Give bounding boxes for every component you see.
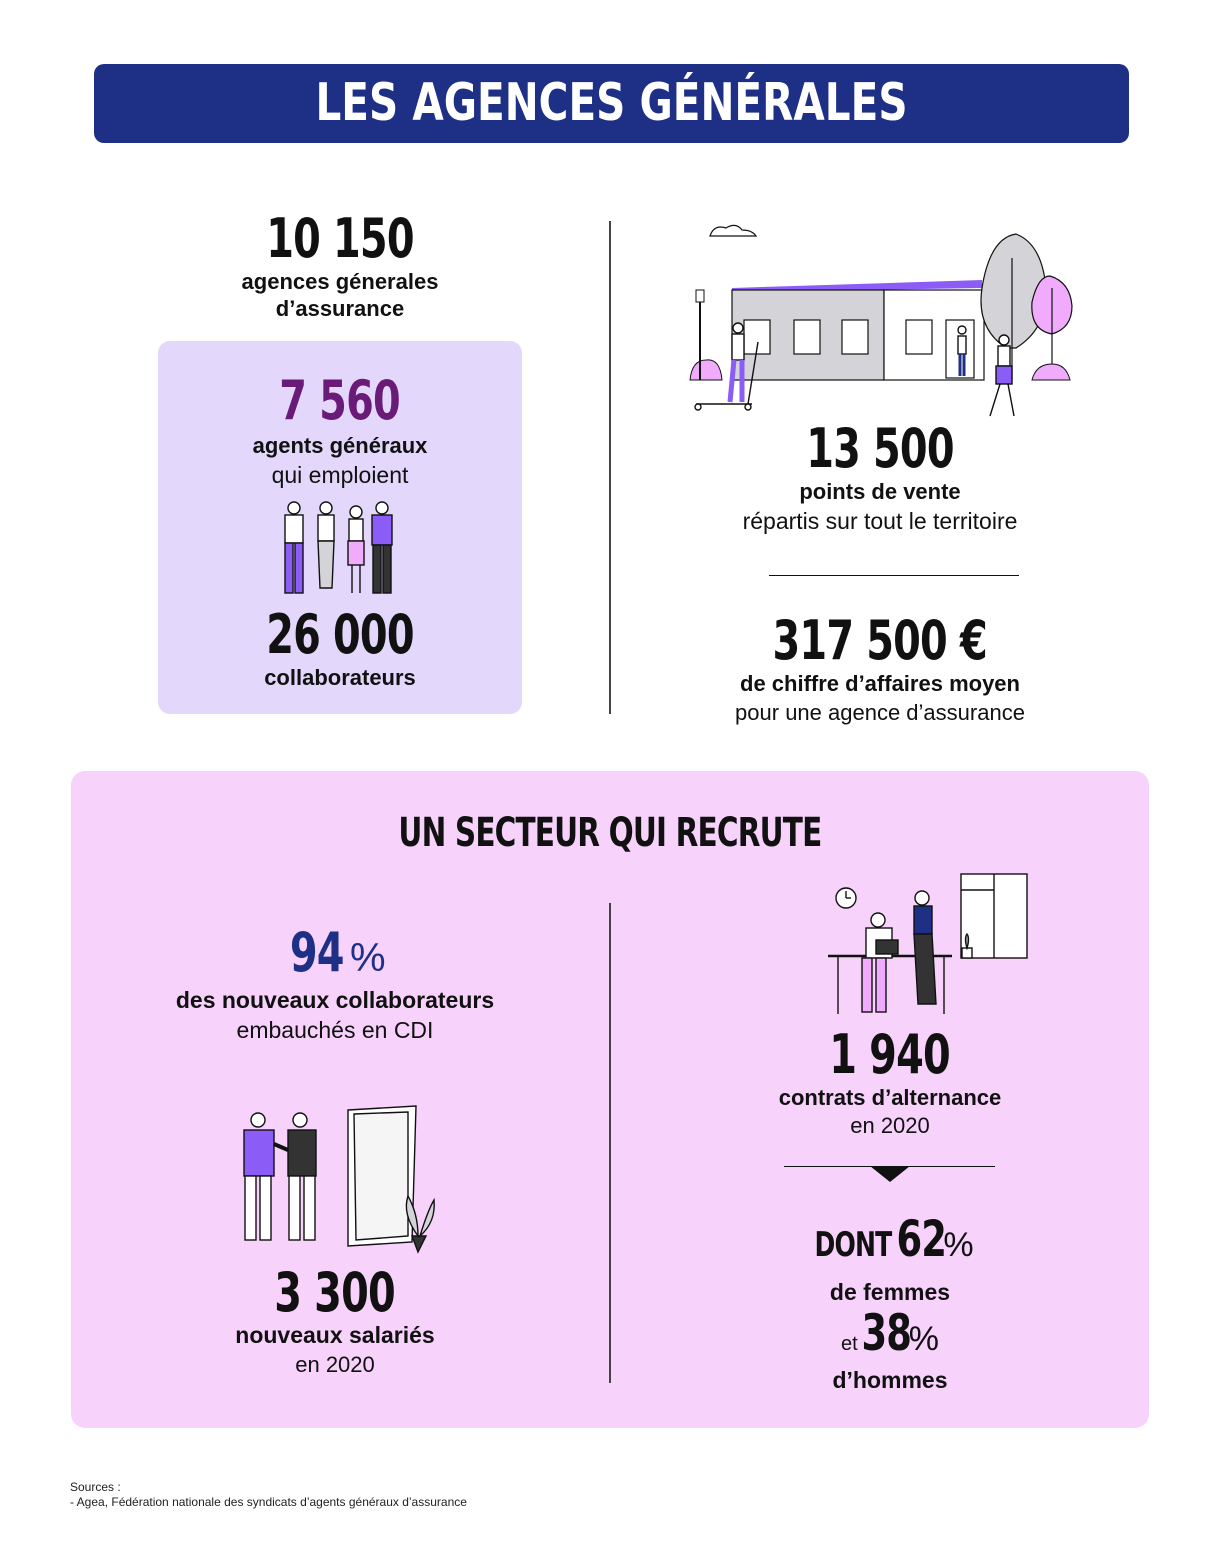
stat-agents [158, 369, 522, 490]
stat-hires [160, 1261, 510, 1379]
stat-points [680, 417, 1080, 536]
men-value: 38 [861, 1304, 912, 1362]
sources [70, 1480, 467, 1510]
revenue-value: 317 500 € [772, 609, 988, 672]
women-prefix: DONT [814, 1225, 892, 1265]
hires-line2: en 2020 [295, 1352, 375, 1377]
sources-line1: - Agea, Fédération nationale des syndicats d’agents généraux d’assurance [70, 1495, 467, 1509]
hires-value: 3 300 [274, 1261, 396, 1324]
men-prefix: et [841, 1333, 858, 1355]
title-banner [94, 64, 1129, 212]
alternance-line1: contrats d’alternance [778, 1085, 1002, 1110]
divider-right-top [769, 575, 1019, 576]
stat-agencies [190, 207, 490, 322]
stat-alternance [690, 1023, 1090, 1140]
sources-label: Sources : [70, 1480, 121, 1494]
recruit-title-wrap [71, 808, 1149, 858]
agency-building-illustration [686, 218, 1076, 418]
alternance-value: 1 940 [829, 1023, 951, 1086]
cdi-line2: embauchés en CDI [236, 1017, 434, 1043]
cdi-line1: des nouveaux collaborateurs [175, 987, 495, 1013]
women-unit: % [943, 1226, 974, 1264]
recruit-title: UN SECTEUR QUI RECRUTE [398, 810, 822, 856]
alternance-line2: en 2020 [850, 1113, 930, 1138]
collaborators-line1: collaborateurs [264, 665, 416, 690]
agents-line2: qui emploient [271, 462, 409, 488]
points-value: 13 500 [806, 417, 954, 480]
men-line: d’hommes [832, 1367, 948, 1393]
revenue-line1: de chiffre d’affaires moyen [740, 671, 1020, 696]
women-line: de femmes [829, 1279, 951, 1305]
agencies-line1: agences génerales [241, 269, 439, 294]
points-line1: points de vente [799, 479, 961, 504]
agencies-value: 10 150 [266, 207, 414, 270]
points-line2: répartis sur tout le territoire [742, 508, 1018, 534]
stat-gender [690, 1212, 1090, 1394]
stat-cdi [130, 921, 540, 1045]
stat-revenue [680, 609, 1080, 727]
arrow-down-icon [870, 1166, 910, 1184]
women-value: 62 [896, 1210, 946, 1268]
office-illustration [826, 872, 1031, 1017]
collaborators-value: 26 000 [266, 603, 414, 666]
divider-bottom [609, 903, 611, 1383]
stat-collaborators [158, 603, 522, 691]
agents-value: 7 560 [279, 369, 401, 432]
men-unit: % [908, 1320, 939, 1358]
divider-top [609, 221, 611, 714]
cdi-value: 94 [290, 921, 345, 984]
page-title: LES AGENCES GÉNÉRALES D'ASSURANCE C'EST... [315, 73, 908, 212]
agents-line1: agents généraux [252, 433, 428, 458]
handshake-illustration [232, 1104, 442, 1254]
cdi-unit: % [350, 936, 386, 980]
people-group-illustration [276, 498, 406, 598]
revenue-line2: pour une agence d’assurance [735, 700, 1025, 725]
hires-line1: nouveaux salariés [235, 1322, 435, 1348]
agencies-line2: d’assurance [275, 296, 405, 321]
